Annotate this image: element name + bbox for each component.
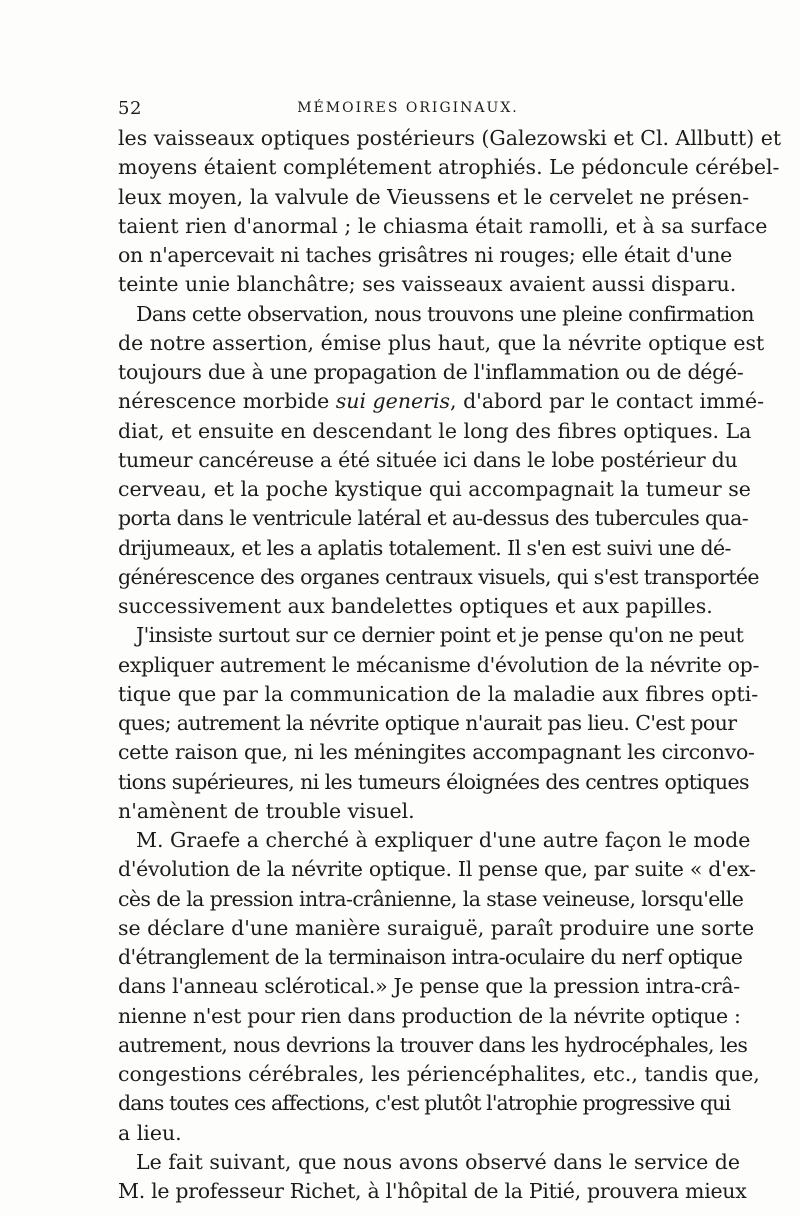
text-line: toujours due à une propagation de l'inflammation ou de dégé- [118, 360, 744, 384]
text-line-with-italic [118, 387, 765, 416]
italic-term: sui generis [329, 389, 451, 414]
text-line: leux moyen, la valvule de Vieussens et le cervelet ne présen- [118, 184, 750, 209]
text-line: générescence des organes centraux visuels, qui s'est transportée [118, 564, 759, 589]
text-line: expliquer autrement le mécanisme d'évolution de la névrite op- [118, 652, 760, 677]
text-line: tique que par la communication de la maladie aux fibres opti- [118, 681, 759, 706]
text-line: diat, et ensuite en descendant le long des fibres optiques. La [118, 418, 752, 443]
text-line: tions supérieures, ni les tumeurs éloignées des centres optiques [118, 769, 749, 794]
text-line: moyens étaient complétement atrophiés. Le pédoncule cérébel- [118, 155, 780, 180]
text-line: de notre assertion, émise plus haut, que la névrite optique est [118, 330, 765, 355]
body-text [118, 124, 782, 1206]
text-line: nienne n'est pour rien dans production de la névrite optique : [118, 1003, 741, 1028]
text-line: successivement aux bandelettes optiques et aux papilles. [118, 594, 713, 618]
paragraph-first-line: J'insiste surtout sur ce dernier point et je pense qu'on ne peut [136, 623, 744, 648]
text-line: on n'apercevait ni taches grisâtres ni rouges; elle était d'une [118, 243, 732, 267]
text-line: taient rien d'anormal ; le chiasma était ramolli, et à sa surface [118, 213, 768, 238]
text-line: cette raison que, ni les méningites accompagnant les circonvo- [118, 740, 755, 765]
paragraph-first-line: Dans cette observation, nous trouvons une pleine confirmation [136, 301, 754, 326]
text-line: teinte unie blanchâtre; ses vaisseaux avaient aussi disparu. [118, 272, 737, 297]
text-line: M. le professeur Richet, à l'hôpital de la Pitié, prouvera mieux [118, 1179, 747, 1203]
text-line: se déclare d'une manière suraiguë, paraît produire une sorte [118, 915, 755, 940]
text-line: dans toutes ces affections, c'est plutôt l'atrophie progressive qui [118, 1091, 731, 1116]
text-line: les vaisseaux optiques postérieurs (Galezowski et Cl. Allbutt) et [118, 126, 782, 150]
text-line: a lieu. [118, 1120, 182, 1145]
page-number: 52 [118, 98, 142, 119]
text-line: ques; autrement la névrite optique n'aurait pas lieu. C'est pour [118, 711, 737, 735]
text-line: porta dans le ventricule latéral et au-dessus des tubercules qua- [118, 506, 749, 531]
text-line: n'amènent de trouble visuel. [118, 798, 415, 823]
text-line: drijumeaux, et les a aplatis totalement. Il s'en est suivi une dé- [118, 535, 731, 560]
text-line: d'évolution de la névrite optique. Il pense que, par suite « d'ex- [118, 857, 756, 882]
text-line: autrement, nous devrions la trouver dans les hydrocéphales, les [118, 1032, 748, 1057]
text-line: cerveau, et la poche kystique qui accompagnait la tumeur se [118, 477, 751, 501]
text-line: dans l'anneau sclérotical.» Je pense que la pression intra-crâ- [118, 974, 740, 999]
text-segment: , d'abord par le contact immé- [450, 389, 765, 414]
text-line: d'étranglement de la terminaison intra-oculaire du nerf optique [118, 945, 743, 969]
text-segment: nérescence morbide [118, 389, 330, 414]
running-head [118, 98, 698, 122]
text-line: congestions cérébrales, les périencéphalites, etc., tandis que, [118, 1062, 760, 1086]
running-title: MÉMOIRES ORIGINAUX. [297, 100, 519, 116]
text-line: tumeur cancéreuse a été située ici dans le lobe postérieur du [118, 447, 738, 472]
paragraph-first-line: M. Graefe a cherché à expliquer d'une autre façon le mode [136, 828, 751, 852]
text-line: cès de la pression intra-crânienne, la stase veineuse, lorsqu'elle [118, 886, 744, 911]
paragraph-first-line: Le fait suivant, que nous avons observé dans le service de [136, 1149, 740, 1174]
